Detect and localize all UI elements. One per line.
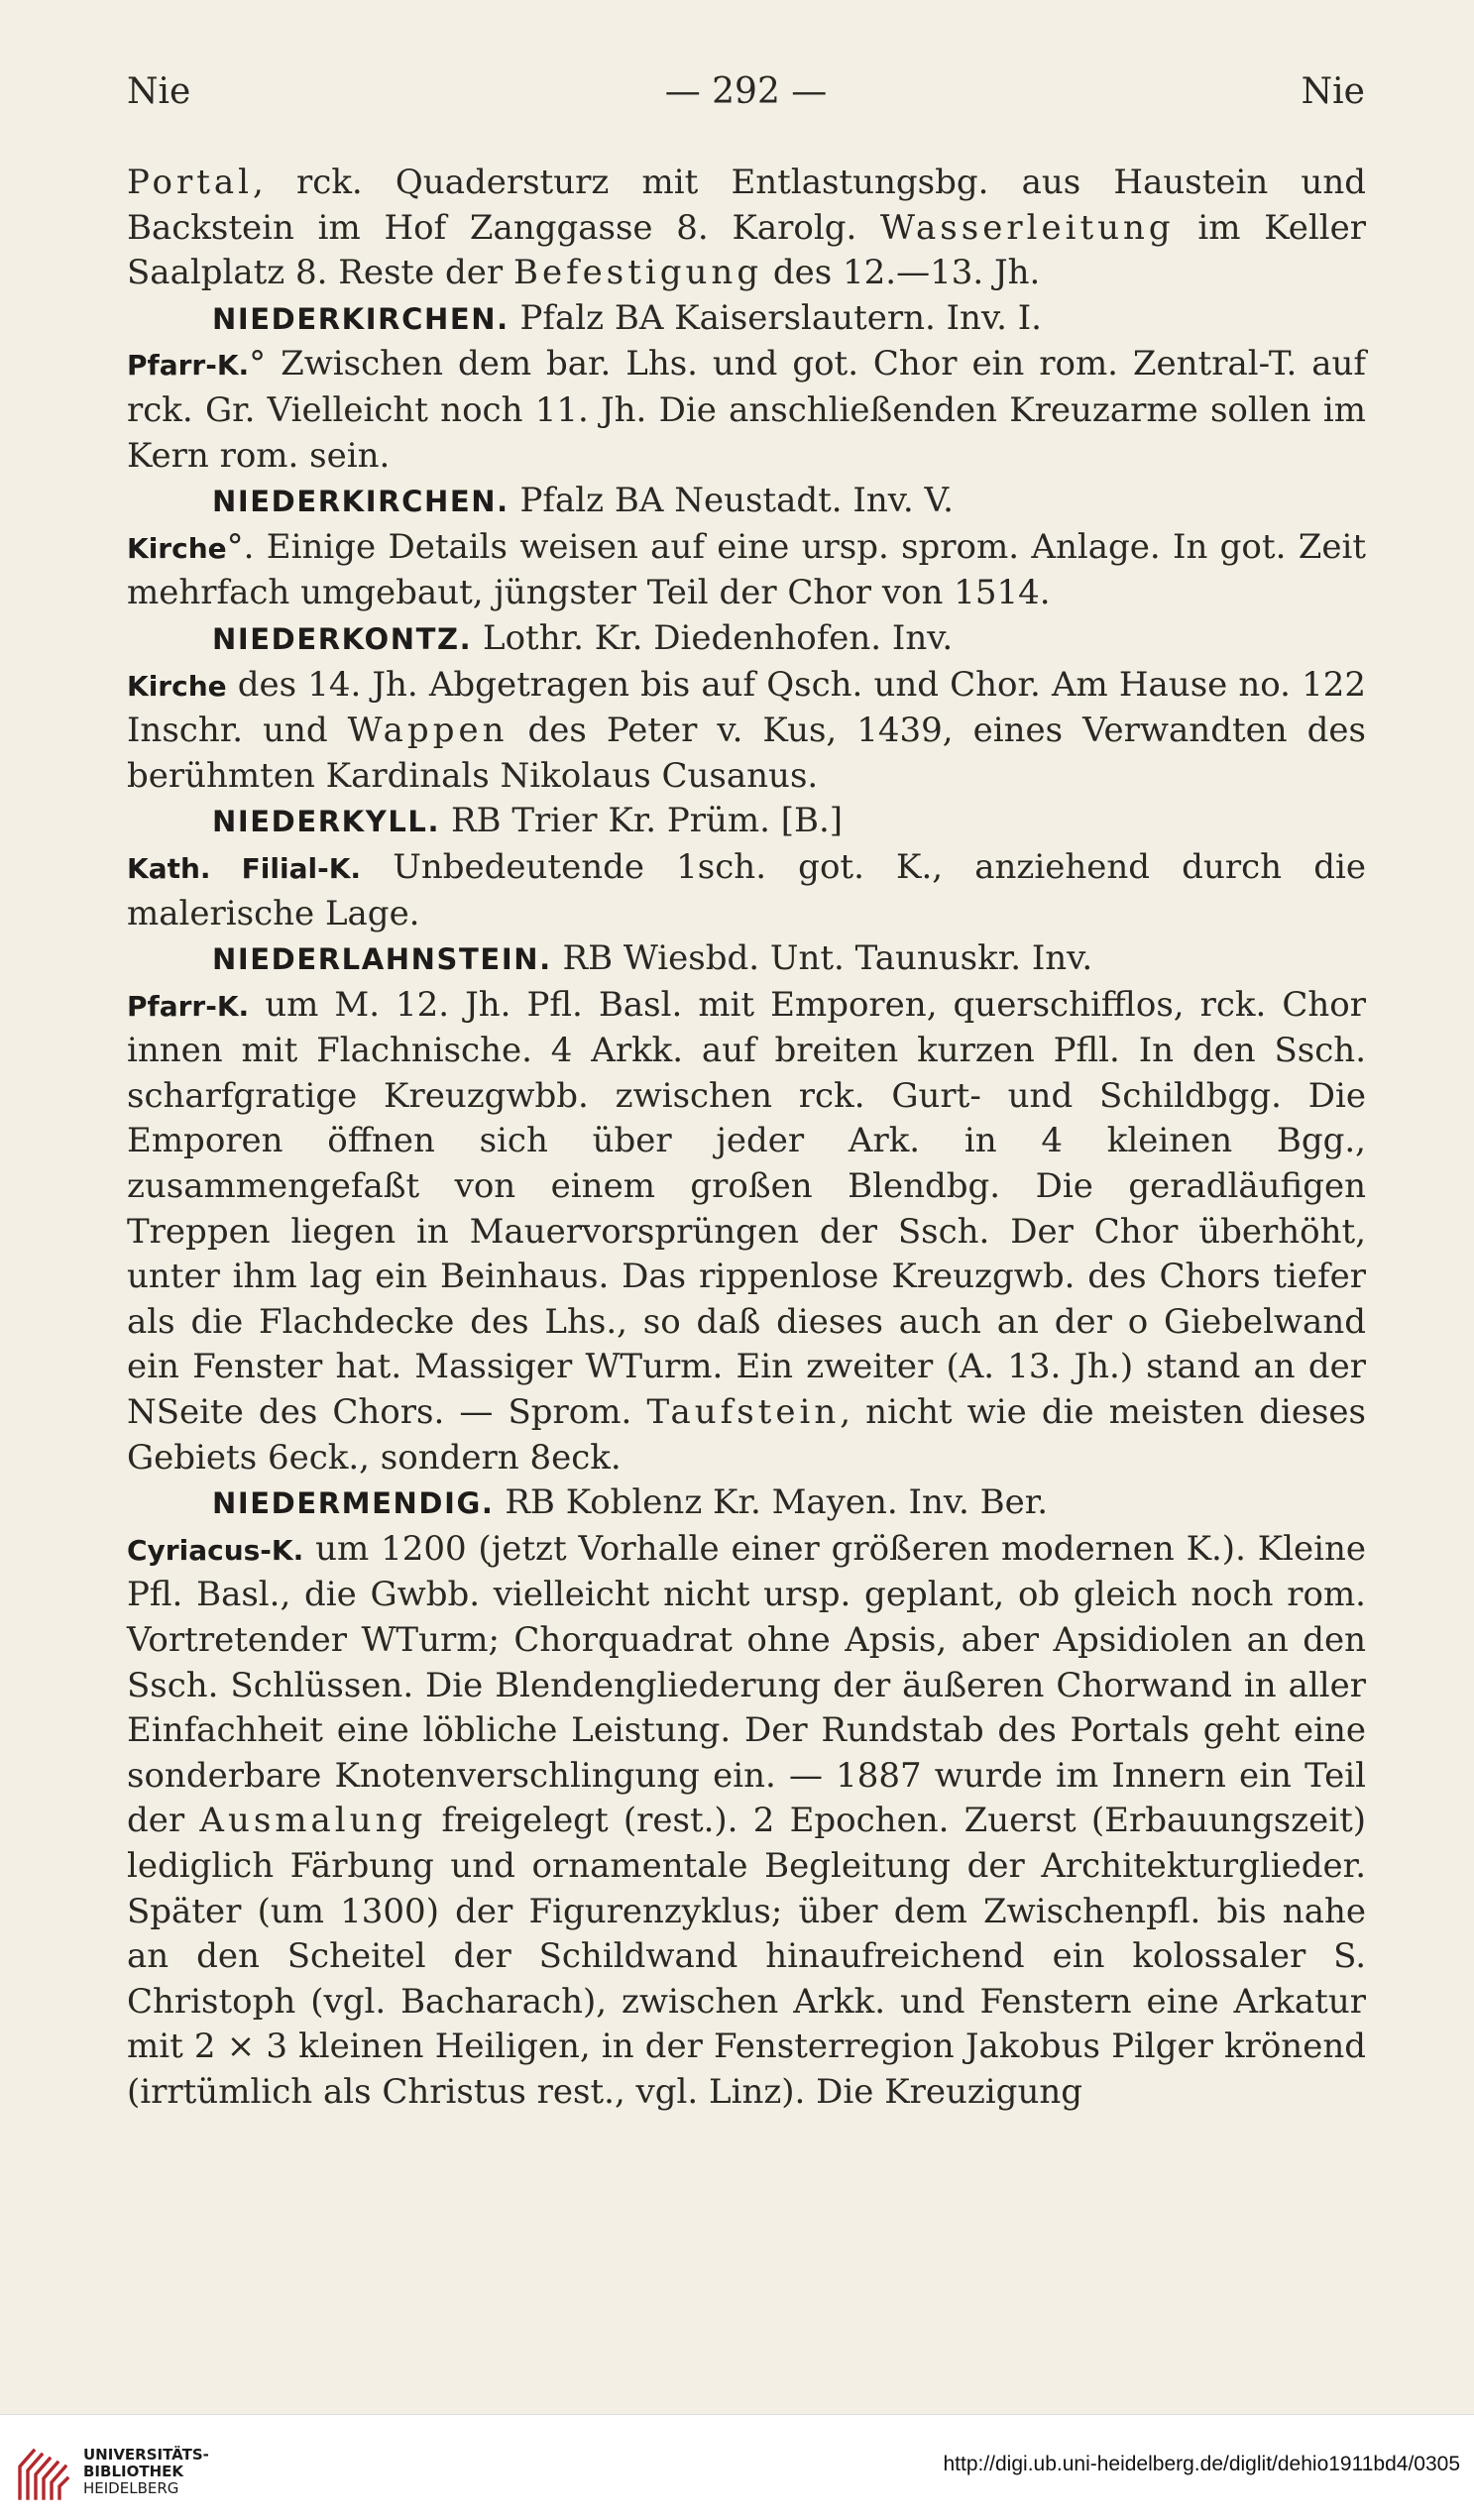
- text-run: freigelegt (rest.). 2 Epochen. Zuerst (Erbauungszeit) lediglich Färbung und ornamentale Begleitung der Architekturglieder. Später (um 1300) der Figurenzyklus; über dem Zwischenpfl. bis nahe an den Scheitel der Schildwand hinaufreichend ein kolossaler S. Christoph (vgl. Bacharach), zwischen Arkk. und Fenstern eine Arkatur mit 2 × 3 kleinen Heiligen, in der Fensterregion Jakobus Pilger krönend (irrtümlich als Christus rest., vgl. Linz). Die Kreuzigung: [127, 1801, 1367, 2112]
- text-run: ° Zwischen dem bar. Lhs. und got. Chor ein rom. Zentral-T. auf rck. Gr. Vielleicht noch 11. Jh. Die anschließenden Kreuzarme sollen im Kern rom. sein.: [127, 344, 1366, 476]
- library-logo-text: [83, 2447, 209, 2497]
- text-paragraph: [127, 1527, 1366, 2116]
- text-run: °. Einige Details weisen auf eine ursp. sprom. Anlage. In got. Zeit mehrfach umgebaut, jüngster Teil der Chor von 1514.: [127, 526, 1366, 613]
- text-run: Unbedeutende 1sch. got. K., anziehend durch die malerische Lage.: [127, 846, 1366, 933]
- logo-line-2: BIBLIOTHEK: [83, 2463, 183, 2480]
- text-run: Pfalz BA Neustadt. Inv. V.: [509, 481, 954, 521]
- building-name: Pfarr-K.: [127, 989, 250, 1023]
- text-paragraph: [127, 983, 1366, 1481]
- spaced-term: Wappen: [347, 711, 509, 751]
- logo-line-3: HEIDELBERG: [83, 2479, 179, 2497]
- text-paragraph: [127, 342, 1366, 479]
- entry-heading-paragraph: [127, 1480, 1366, 1527]
- text-paragraph: [127, 663, 1366, 800]
- text-run: RB Trier Kr. Prüm. [B.]: [440, 801, 844, 841]
- place-heading: NIEDERKONTZ.: [212, 621, 473, 656]
- text-run: Pfalz BA Kaiserslautern. Inv. I.: [509, 297, 1042, 338]
- entry-heading-paragraph: [127, 479, 1366, 525]
- header-right-word: Nie: [1301, 71, 1365, 112]
- text-run: um M. 12. Jh. Pfl. Basl. mit Emporen, querschifflos, rck. Chor innen mit Flachnische. 4 Arkk. auf breiten kurzen Pfll. In den Ssch. scharfgratige Kreuzgwbb. zwischen rck. Gurt- und Schildbgg. Die Emporen öffnen sich über jeder Ark. in 4 kleinen Bgg., zusammengefaßt von einem großen Blendbg. Die geradläufigen Treppen liegen in Mauervorsprüngen der Ssch. Der Chor überhöht, unter ihm lag ein Beinhaus. Das rippenlose Kreuzgwb. des Chors tiefer als die Flachdecke des Lhs., so daß dieses auch an der o Giebelwand ein Fenster hat. Massiger WTurm. Ein zweiter (A. 13. Jh.) stand an der NSeite des Chors. — Sprom.: [127, 984, 1366, 1433]
- body-text: [127, 161, 1366, 2116]
- building-name: Kirche: [127, 669, 227, 703]
- library-logo-icon: [14, 2441, 71, 2502]
- spaced-term: Wasserleitung: [880, 207, 1175, 248]
- entry-heading-paragraph: [127, 296, 1366, 343]
- source-url-link[interactable]: http://digi.ub.uni-heidelberg.de/diglit/dehio1911bd4/0305: [943, 2453, 1460, 2475]
- text-run: des 12.—13. Jh.: [762, 253, 1041, 293]
- building-name: Kirche: [127, 531, 227, 565]
- text-run: , rck. Quadersturz mit Entlastungsbg. aus Haustein und Backstein im Hof Zanggasse 8. Karolg.: [127, 163, 1366, 248]
- text-run: , nicht wie die meisten dieses Gebiets 6eck., sondern 8eck.: [127, 1392, 1366, 1478]
- text-run: Lothr. Kr. Diedenhofen. Inv.: [472, 617, 954, 658]
- entry-heading-paragraph: [127, 616, 1366, 663]
- entry-heading-paragraph: [127, 799, 1366, 845]
- text-run: RB Koblenz Kr. Mayen. Inv. Ber.: [494, 1482, 1049, 1523]
- text-paragraph: [127, 525, 1366, 616]
- entry-heading-paragraph: [127, 936, 1366, 983]
- spaced-term: Taufstein: [646, 1392, 841, 1433]
- logo-line-1: UNIVERSITÄTS-: [83, 2446, 209, 2464]
- header-left-word: Nie: [127, 71, 191, 112]
- running-header: [127, 71, 1365, 131]
- page-number: — 292 —: [664, 71, 828, 112]
- place-heading: NIEDERKIRCHEN.: [212, 485, 510, 519]
- text-run: des Peter v. Kus, 1439, eines Verwandten des berühmten Kardinals Nikolaus Cusanus.: [127, 711, 1367, 796]
- place-heading: NIEDERKIRCHEN.: [212, 301, 510, 336]
- spaced-term: Befestigung: [512, 253, 763, 293]
- text-paragraph: [127, 845, 1366, 936]
- text-run: des 14. Jh. Abgetragen bis auf Qsch. und Chor. Am Hause no. 122 Inschr. und: [127, 664, 1366, 751]
- spaced-term: Ausmalung: [199, 1801, 427, 1841]
- place-heading: NIEDERMENDIG.: [212, 1486, 495, 1521]
- text-paragraph: [127, 161, 1366, 296]
- building-name: Pfarr-K.: [127, 349, 250, 383]
- building-name: Kath. Filial-K.: [127, 851, 362, 885]
- footer-bar: [0, 2414, 1474, 2520]
- text-run: im Keller Saalplatz 8. Reste der: [127, 207, 1366, 293]
- place-heading: NIEDERLAHNSTEIN.: [212, 942, 552, 977]
- spaced-term: Portal: [127, 163, 254, 202]
- place-heading: NIEDERKYLL.: [212, 805, 441, 839]
- text-run: RB Wiesbd. Unt. Taunuskr. Inv.: [551, 938, 1093, 979]
- text-run: um 1200 (jetzt Vorhalle einer größeren modernen K.). Kleine Pfl. Basl., die Gwbb. vielleicht nicht ursp. geplant, ob gleich noch rom. Vortretender WTurm; Chorquadrat ohne Apsis, aber Apsidiolen an den Ssch. Schlüssen. Die Blendengliederung der äußeren Chorwand in aller Einfachheit eine löbliche Leistung. Der Rundstab des Portals geht eine sonderbare Knotenverschlingung ein. — 1887 wurde im Innern ein Teil der: [127, 1528, 1366, 1841]
- building-name: Cyriacus-K.: [127, 1533, 304, 1567]
